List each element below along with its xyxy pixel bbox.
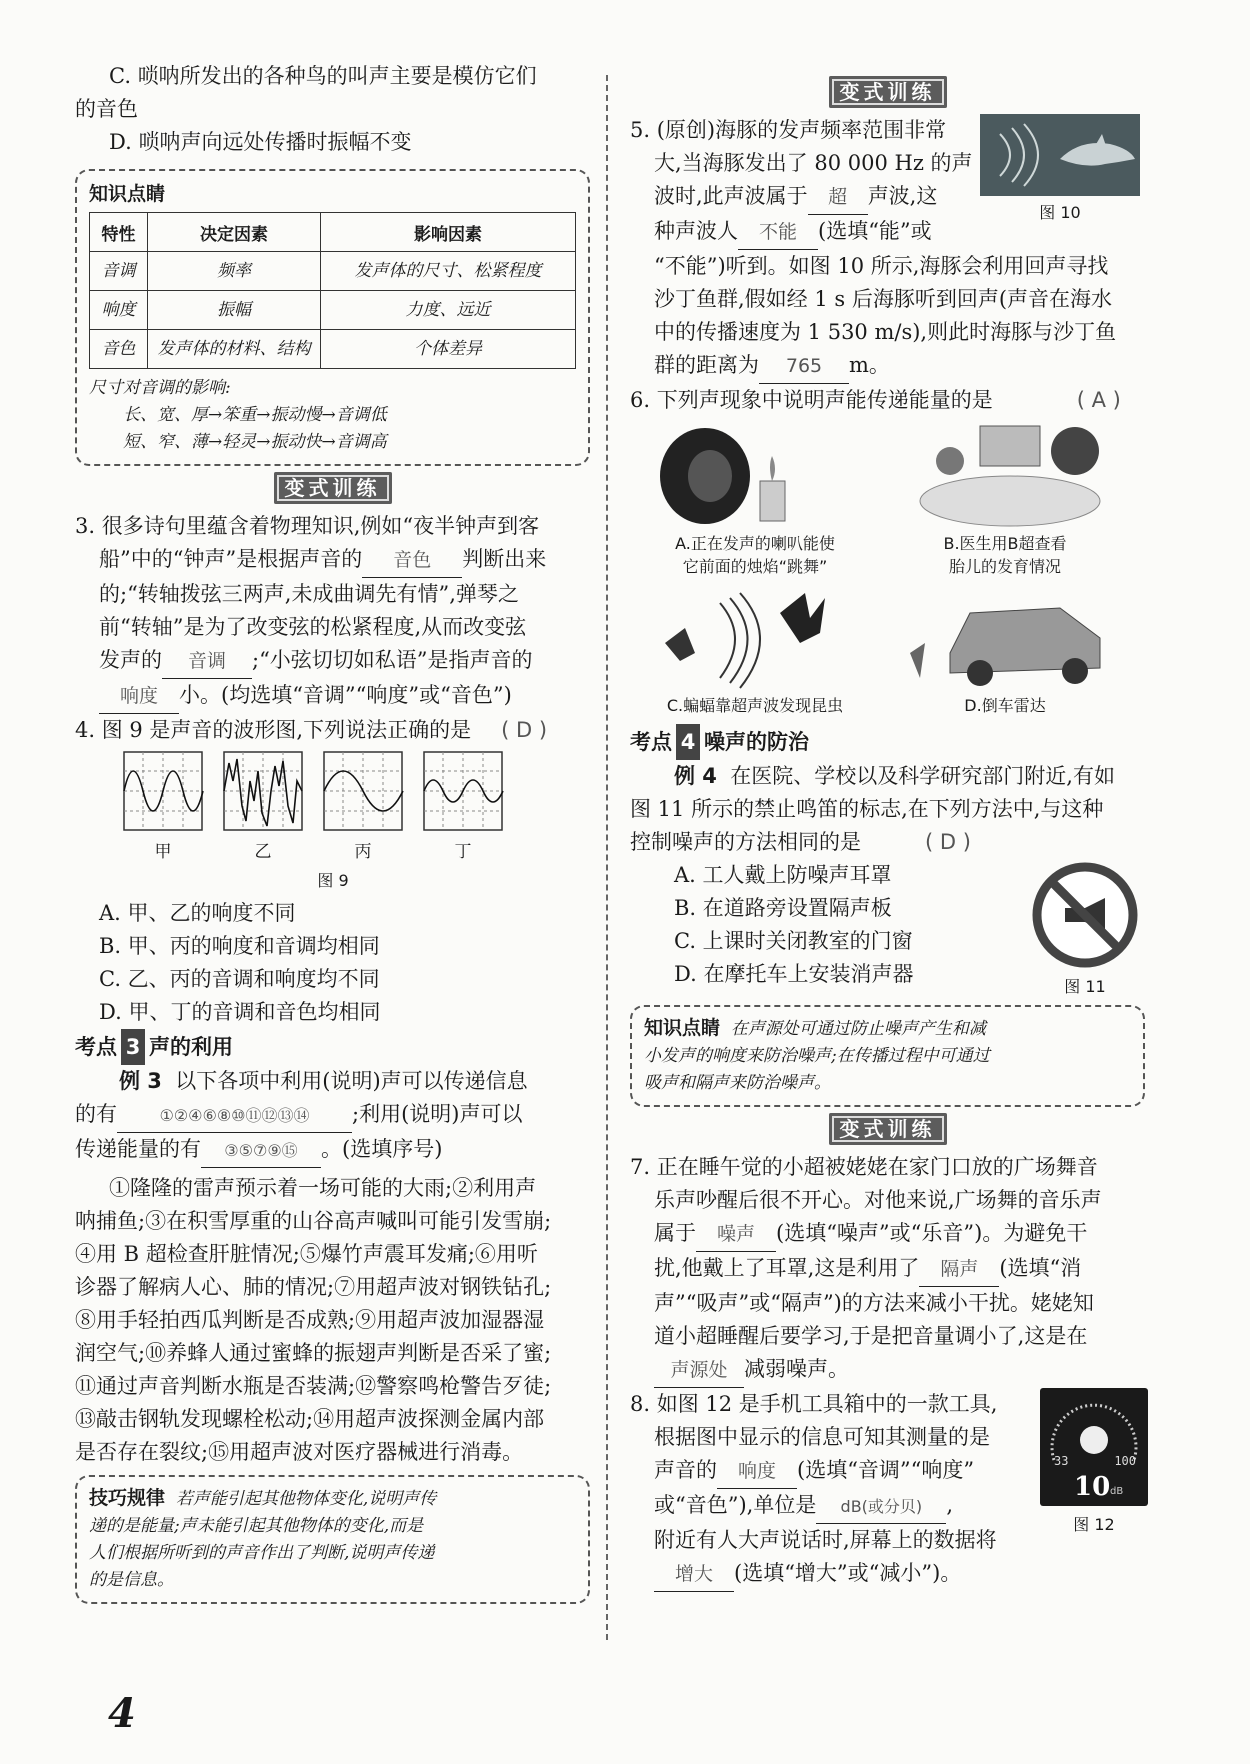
ex3-item-line: 是否存在裂纹;⑮用超声波对医疗器械进行消毒。 [75, 1440, 524, 1464]
answer-blank: 超 [808, 181, 868, 215]
ex4-option-b: B. 在道路旁设置隔声板 [674, 896, 892, 920]
dolphin-image [980, 114, 1140, 196]
q6-answer: ( A ) [1076, 388, 1121, 412]
tip-line: 递的是能量;声未能引起其他物体的变化,而是 [89, 1516, 424, 1536]
answer-blank: 响度 [717, 1455, 797, 1489]
knowledge-title: 知识点睛 [89, 183, 166, 205]
figure-caption: 图 9 [317, 871, 349, 890]
picture-caption: B.医生用B超查看 [943, 534, 1067, 553]
knowledge-line: 知识点睛 在声源处可通过防止噪声产生和减 [644, 1017, 986, 1039]
ex4-answer: ( D ) [925, 830, 971, 854]
answer-blank: 765 [759, 350, 849, 384]
ex3-item-line: ①隆隆的雷声预示着一场可能的大雨;②利用声 [109, 1176, 537, 1200]
meter-unit: dB [1110, 1486, 1124, 1497]
wave-label: 乙 [254, 842, 272, 862]
q7-line3: 属于 噪声 (选填“噪声”或“乐音”)。为避免干 [630, 1217, 1145, 1252]
table-header: 决定因素 [148, 213, 321, 252]
picture-caption: C.蝙蝠靠超声波发现昆虫 [666, 696, 844, 715]
q4-answer: ( D ) [501, 718, 548, 742]
ex3-line3: 传递能量的有 ③⑤⑦⑨⑮ 。(选填序号) [75, 1133, 590, 1168]
option-d: D. 唢呐声向远处传播时振幅不变 [109, 130, 412, 154]
example-4 [630, 760, 1145, 996]
table-cell: 个体差异 [321, 330, 576, 369]
option-c-line2: 的音色 [75, 97, 138, 121]
q8-line6: 增大 (选填“增大”或“减小”)。 [630, 1557, 1145, 1592]
q4-option-a: A. 甲、乙的响度不同 [99, 901, 296, 925]
q5-line6: 沙丁鱼群,假如经 1 s 后海豚听到回声(声音在海水 [654, 287, 1113, 311]
answer-blank: ①②④⑥⑧⑩⑪⑫⑬⑭ [117, 1099, 352, 1133]
q5-line2: 大,当海豚发出了 80 000 Hz 的声 [654, 151, 973, 175]
ex3-item-line: 诊器了解病人心、肺的情况;⑦用超声波对钢铁钻孔; [75, 1275, 552, 1299]
decibel-meter-figure [1040, 1388, 1148, 1535]
ultrasound-image [890, 421, 1120, 531]
section-heading-3: 考点 3 声的利用 [75, 1029, 590, 1065]
ex3-line2: 的有 ①②④⑥⑧⑩⑪⑫⑬⑭ ;利用(说明)声可以 [75, 1098, 590, 1133]
meter-max: 100 [1114, 1454, 1136, 1468]
wave-label: 甲 [154, 842, 172, 862]
answer-blank: dB(或分贝) [816, 1490, 946, 1524]
example-3 [75, 1065, 590, 1469]
picture-b [880, 421, 1130, 577]
waveform-figure [75, 751, 590, 891]
table-header: 影响因素 [321, 213, 576, 252]
q4-stem: 4. 图 9 是声音的波形图,下列说法正确的是 ( D ) [75, 718, 548, 742]
picture-caption: A.正在发声的喇叭能使 [675, 534, 835, 553]
knowledge-title: 知识点睛 [644, 1017, 721, 1039]
knowledge-note: 尺寸对音调的影响: [89, 378, 231, 398]
ex4-line1: 例 4 在医院、学校以及科学研究部门附近,有如 [674, 764, 1115, 788]
q3-line3: 的;“转轴拨弦三两声,未成曲调先有情”,弹琴之 [99, 582, 519, 606]
knowledge-line: 小发声的响度来防治噪声;在传播过程中可通过 [644, 1046, 990, 1066]
q3-line5: 发声的 音调 ;“小弦切切如私语”是指声音的 [75, 644, 590, 679]
answer-blank: ③⑤⑦⑨⑮ [201, 1134, 321, 1168]
q4-option-b: B. 甲、丙的响度和音调均相同 [99, 934, 380, 958]
knowledge-box-2 [630, 1005, 1145, 1107]
ex4-option-c: C. 上课时关闭教室的门窗 [674, 929, 913, 953]
q7-line1: 7. 正在睡午觉的小超被姥姥在家门口放的广场舞音 [630, 1155, 1098, 1179]
q6-pictures [630, 421, 1145, 716]
question-6 [630, 384, 1145, 716]
q5-line7: 中的传播速度为 1 530 m/s),则此时海豚与沙丁鱼 [654, 320, 1117, 344]
q5-line8: 群的距离为 765 m。 [630, 349, 1145, 384]
question-4 [75, 714, 590, 1029]
knowledge-line: 吸声和隔声来防治噪声。 [644, 1073, 831, 1093]
tip-line: 的是信息。 [89, 1570, 174, 1590]
answer-blank: 噪声 [696, 1218, 776, 1252]
knowledge-note-line1: 长、宽、厚→笨重→振动慢→音调低 [123, 405, 387, 425]
q8-line1: 8. 如图 12 是手机工具箱中的一款工具, [630, 1392, 998, 1416]
picture-a [630, 421, 880, 577]
tip-line: 技巧规律 若声能引起其他物体变化,说明声传 [89, 1487, 437, 1509]
ex3-item-line: 润空气;⑩养蜂人通过蜜蜂的振翅声判断是否采了蜜; [75, 1341, 552, 1365]
figure-caption: 图 12 [1073, 1515, 1115, 1534]
section-banner: 变式训练 [274, 472, 392, 504]
ex3-item-line: ⑪通过声音判断水瓶是否装满;⑫警察鸣枪警告歹徒; [75, 1374, 552, 1398]
q3-line1: 3. 很多诗句里蕴含着物理知识,例如“夜半钟声到客 [75, 514, 540, 538]
ex3-item-line: ⑬敲击钢轨发现螺栓松动;⑭用超声波探测金属内部 [75, 1407, 545, 1431]
q4-option-d: D. 甲、丁的音调和音色均相同 [99, 1000, 381, 1024]
answer-blank: 不能 [738, 216, 818, 250]
tip-line: 人们根据所听到的声音作出了判断,说明声传递 [89, 1543, 435, 1563]
q7-line2: 乐声吵醒后很不开心。对他来说,广场舞的音乐声 [654, 1188, 1102, 1212]
tip-title: 技巧规律 [89, 1487, 166, 1509]
question-8 [630, 1388, 1145, 1592]
table-header: 特性 [90, 213, 148, 252]
section-heading-4: 考点 4 噪声的防治 [630, 724, 1145, 760]
table-cell: 发声体的材料、结构 [148, 330, 321, 369]
figure-caption: 图 10 [1039, 203, 1081, 222]
table-cell: 发声体的尺寸、松紧程度 [321, 252, 576, 291]
option-c-line1: C. 唢呐所发出的各种鸟的叫声主要是模仿它们 [109, 64, 537, 88]
section-banner: 变式训练 [829, 76, 947, 108]
ex4-line3: 控制噪声的方法相同的是 ( D ) [630, 830, 971, 854]
right-column [630, 76, 1145, 1592]
answer-blank: 增大 [654, 1558, 734, 1592]
ex3-item-line: ⑧用手轻拍西瓜判断是否成熟;⑨用超声波加湿器湿 [75, 1308, 545, 1332]
waveform-ding [424, 752, 503, 830]
waveform-bing [324, 752, 403, 830]
tip-box [75, 1475, 590, 1604]
picture-caption: 胎儿的发育情况 [948, 557, 1061, 576]
ex3-line1: 例 3 以下各项中利用(说明)声可以传递信息 [119, 1069, 528, 1093]
knowledge-note-line2: 短、窄、薄→轻灵→振动快→音调高 [123, 432, 387, 452]
answer-blank: 隔声 [919, 1253, 999, 1287]
question-7 [630, 1151, 1145, 1388]
q6-stem: 6. 下列声现象中说明声能传递能量的是 ( A ) [630, 388, 1121, 412]
picture-c [630, 583, 880, 716]
dolphin-figure [980, 114, 1140, 223]
car-radar-image [890, 583, 1120, 693]
decibel-meter [1040, 1388, 1148, 1506]
q3-line6: 响度 小。(均选填“音调”“响度”或“音色”) [75, 679, 590, 714]
column-divider [606, 75, 608, 1640]
table-cell: 音调 [90, 252, 148, 291]
speaker-candle-image [640, 421, 870, 531]
wave-labels [123, 837, 553, 862]
ex4-option-a: A. 工人戴上防噪声耳罩 [674, 863, 892, 887]
table-cell: 音色 [90, 330, 148, 369]
sound-properties-table [89, 212, 576, 369]
q5-line4: 种声波人 不能 (选填“能”或 [630, 215, 980, 250]
knowledge-box-1 [75, 169, 590, 466]
waveform-jia [124, 752, 203, 830]
meter-min: 33 [1054, 1454, 1069, 1468]
wave-label: 丁 [454, 842, 472, 862]
picture-caption: D.倒车雷达 [964, 696, 1046, 715]
q8-line5: 附近有人大声说话时,屏幕上的数据将 [654, 1528, 997, 1552]
q5-line5: “不能”)听到。如图 10 所示,海豚会利用回声寻找 [654, 254, 1109, 278]
answer-blank: 声源处 [654, 1354, 744, 1388]
q7-line5: 声”“吸声”或“隔声”)的方法来减小干扰。姥姥知 [654, 1291, 1094, 1315]
q8-line2: 根据图中显示的信息可知其测量的是 [654, 1425, 990, 1449]
figure-caption: 图 11 [1064, 977, 1106, 996]
bat-image [640, 583, 870, 693]
answer-blank: 音调 [162, 645, 252, 679]
table-cell: 频率 [148, 252, 321, 291]
q3-line2: 船”中的“钟声”是根据声音的 音色 判断出来 [75, 543, 590, 578]
q7-line7: 声源处 减弱噪声。 [630, 1353, 1145, 1388]
q7-line6: 道小超睡醒后要学习,于是把音量调小了,这是在 [654, 1324, 1088, 1348]
picture-d [880, 583, 1130, 716]
q7-line4: 扰,他戴上了耳罩,这是利用了 隔声 (选填“消 [630, 1252, 1145, 1287]
waveform-graphs [123, 751, 553, 833]
table-cell: 力度、远近 [321, 291, 576, 330]
q3-line4: 前“转轴”是为了改变弦的松紧程度,从而改变弦 [99, 615, 527, 639]
picture-caption: 它前面的烛焰“跳舞” [682, 557, 828, 576]
ex4-option-d: D. 在摩托车上安装消声器 [674, 962, 914, 986]
q8-line4: 或“音色”),单位是 dB(或分贝) , [630, 1489, 1145, 1524]
page-number: 4 [108, 1690, 136, 1737]
table-cell: 振幅 [148, 291, 321, 330]
question-3 [75, 510, 590, 714]
question-5 [630, 114, 1145, 384]
ex3-item-line: ④用 B 超检查肝脏情况;⑤爆竹声震耳发痛;⑥用听 [75, 1242, 538, 1266]
no-horn-sign-figure [1030, 860, 1140, 997]
table-cell: 响度 [90, 291, 148, 330]
q5-line3: 波时,此声波属于 超 声波,这 [630, 180, 980, 215]
waveform-yi [224, 752, 302, 830]
ex3-item-line: 呐捕鱼;③在积雪厚重的山谷高声喊叫可能引发雪崩; [75, 1209, 552, 1233]
ex4-line2: 图 11 所示的禁止鸣笛的标志,在下列方法中,与这种 [630, 797, 1104, 821]
left-column [75, 60, 590, 1610]
answer-blank: 响度 [99, 680, 179, 714]
section-banner: 变式训练 [829, 1113, 947, 1145]
q4-option-c: C. 乙、丙的音调和响度均不同 [99, 967, 380, 991]
q5-line1: 5. (原创)海豚的发声频率范围非常 [630, 118, 947, 142]
answer-blank: 音色 [362, 544, 462, 578]
q8-line3: 声音的 响度 (选填“音调”“响度” [630, 1454, 1145, 1489]
no-horn-sign-icon [1030, 860, 1140, 970]
wave-label: 丙 [354, 842, 372, 862]
meter-value: 10 [1074, 1472, 1111, 1502]
